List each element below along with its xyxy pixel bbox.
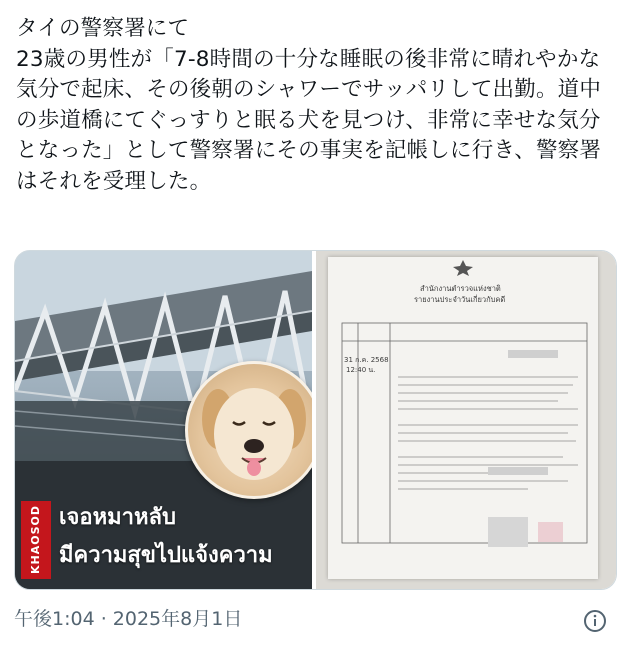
khaosod-logo: KHAOSOD <box>21 501 51 579</box>
report-header-2: รายงานประจำวันเกี่ยวกับคดี <box>414 295 506 304</box>
info-icon[interactable] <box>583 609 607 633</box>
police-report-paper <box>328 257 598 579</box>
report-time: 12:40 น. <box>346 366 376 374</box>
news-image-dog[interactable] <box>15 251 312 589</box>
news-caption <box>15 495 312 581</box>
police-report-image[interactable] <box>316 251 616 589</box>
post-text: タイの警察署にて 23歳の男性が「7-8時間の十分な睡眠の後非常に晴れやかな気分で起床、その後朝のシャワーでサッパリして出勤。道中の歩道橋にてぐっすりと眠る犬を見つけ、非常に幸せな気分となった」として警察署にその事実を記帳しに行き、警察署はそれを受理した。 <box>16 16 602 194</box>
media-grid[interactable] <box>14 250 617 590</box>
caption-line-1: เจอหมาหลับ <box>59 505 176 530</box>
post-timestamp[interactable]: 午後1:04 · 2025年8月1日 <box>14 608 243 630</box>
dog-photo <box>185 361 312 499</box>
report-header-1: สำนักงานตำรวจแห่งชาติ <box>420 284 501 293</box>
report-date: 31 ก.ค. 2568 <box>344 356 389 364</box>
caption-line-2: มีความสุขไปแจ้งความ <box>59 543 273 568</box>
thai-emblem-icon <box>452 259 474 277</box>
